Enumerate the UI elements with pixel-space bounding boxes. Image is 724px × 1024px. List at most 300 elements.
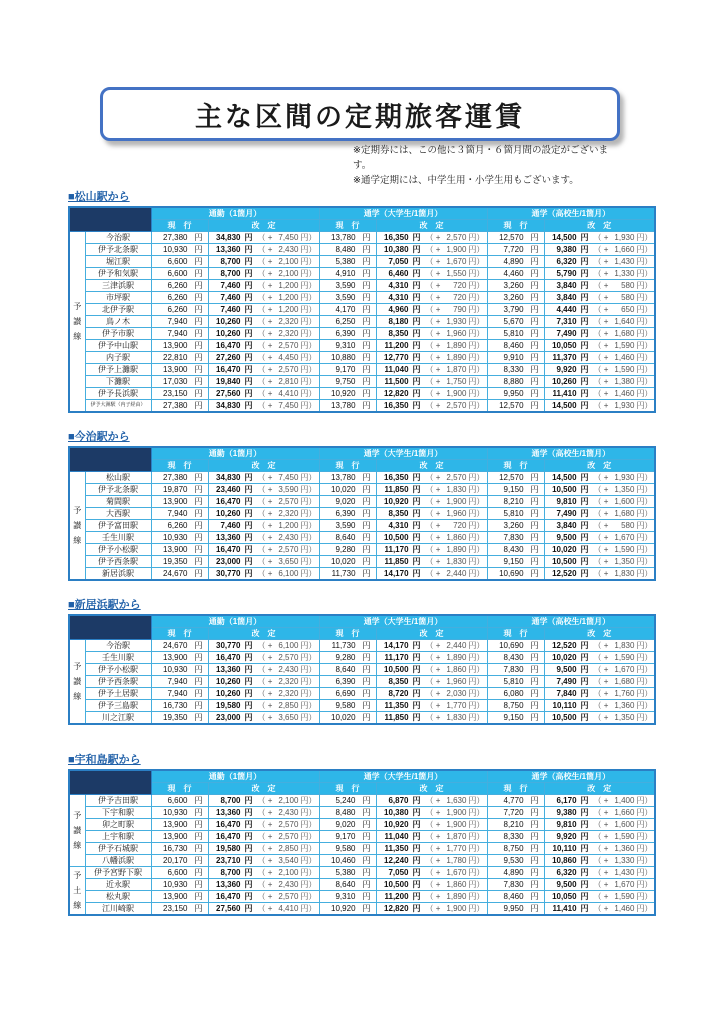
yen-label: 円: [194, 233, 203, 242]
current-fare-value: 7,720: [503, 808, 524, 817]
current-fare-cell: [487, 520, 544, 532]
increase-value: 2,320: [278, 317, 299, 326]
revised-fare-cell: [376, 256, 487, 268]
yen-label: 円: [580, 569, 589, 578]
increase-paren-open: （ +: [593, 521, 609, 530]
header-row-groups: [69, 615, 655, 628]
revised-fare-cell: [208, 652, 319, 664]
increase-paren-close: 円）: [468, 485, 485, 494]
yen-label: 円: [530, 353, 539, 362]
increase-value: 1,930: [614, 401, 635, 410]
revised-fare-value: 9,380: [556, 245, 577, 254]
yen-label: 円: [412, 329, 421, 338]
increase-value: 1,750: [446, 377, 467, 386]
line-name-label: [69, 472, 85, 581]
yen-label: 円: [530, 521, 539, 530]
increase-paren-close: 円）: [468, 233, 485, 242]
revised-fare-value: 11,850: [384, 557, 409, 566]
current-fare-cell: [319, 640, 376, 652]
revised-fare-cell: [376, 388, 487, 400]
current-fare-cell: [487, 867, 544, 879]
revised-fare-value: 16,470: [216, 820, 241, 829]
revised-fare-value: 27,560: [216, 904, 241, 913]
table-row: [69, 376, 655, 388]
fare-type-header: 通学（大学生/1箇月）: [319, 207, 487, 220]
yen-label: 円: [362, 389, 371, 398]
yen-label: 円: [362, 521, 371, 530]
increase-paren-open: （ +: [425, 701, 441, 710]
revised-fare-cell: [376, 244, 487, 256]
yen-label: 円: [412, 713, 421, 722]
fare-type-header: 通学（高校生/1箇月）: [487, 615, 655, 628]
yen-label: 円: [362, 569, 371, 578]
yen-label: 円: [194, 281, 203, 290]
increase-paren-open: （ +: [257, 245, 273, 254]
revised-fare-cell: [208, 664, 319, 676]
yen-label: 円: [362, 293, 371, 302]
current-fare-value: 10,930: [163, 245, 188, 254]
increase-value: 1,590: [614, 365, 635, 374]
revised-fare-cell: [544, 688, 655, 700]
fare-type-header: 通学（大学生/1箇月）: [319, 615, 487, 628]
increase-paren-open: （ +: [425, 820, 441, 829]
table-row: [69, 388, 655, 400]
yen-label: 円: [530, 713, 539, 722]
yen-label: 円: [530, 557, 539, 566]
increase-value: 1,760: [614, 689, 635, 698]
increase-paren-open: （ +: [425, 533, 441, 542]
revised-fare-cell: [208, 688, 319, 700]
increase-value: 1,330: [614, 856, 635, 865]
header-row-sub: [69, 220, 655, 232]
revised-fare-cell: [208, 676, 319, 688]
current-fare-value: 10,930: [163, 880, 188, 889]
increase-value: 3,590: [278, 485, 299, 494]
current-fare-cell: [151, 304, 208, 316]
increase-paren-open: （ +: [425, 317, 441, 326]
yen-label: 円: [580, 796, 589, 805]
revised-fare-cell: [376, 819, 487, 831]
current-fare-cell: [151, 376, 208, 388]
station-cell: 伊予西条駅: [85, 556, 151, 568]
increase-paren-close: 円）: [636, 269, 653, 278]
revised-fare-cell: [376, 712, 487, 725]
yen-label: 円: [412, 377, 421, 386]
yen-label: 円: [580, 844, 589, 853]
yen-label: 円: [412, 892, 421, 901]
current-fare-value: 9,310: [335, 341, 356, 350]
increase-paren-close: 円）: [300, 365, 317, 374]
yen-label: 円: [362, 245, 371, 254]
current-fare-value: 24,670: [163, 569, 188, 578]
subcolumn-current-header: 現 行: [487, 460, 544, 472]
station-cell: 菊間駅: [85, 496, 151, 508]
revised-fare-value: 8,350: [388, 329, 409, 338]
subcolumn-current-header: 現 行: [319, 460, 376, 472]
revised-fare-value: 27,560: [216, 389, 241, 398]
current-fare-value: 12,570: [499, 401, 524, 410]
revised-fare-cell: [376, 652, 487, 664]
increase-paren-open: （ +: [593, 641, 609, 650]
current-fare-value: 20,170: [163, 856, 188, 865]
yen-label: 円: [580, 389, 589, 398]
revised-fare-value: 12,520: [552, 569, 577, 578]
increase-paren-open: （ +: [257, 257, 273, 266]
current-fare-value: 4,890: [503, 257, 524, 266]
yen-label: 円: [580, 233, 589, 242]
yen-label: 円: [530, 341, 539, 350]
fare-type-header: 通学（大学生/1箇月）: [319, 447, 487, 460]
increase-paren-close: 円）: [468, 329, 485, 338]
increase-paren-open: （ +: [425, 353, 441, 362]
increase-paren-close: 円）: [468, 365, 485, 374]
station-cell: 川之江駅: [85, 712, 151, 725]
increase-paren-close: 円）: [300, 796, 317, 805]
yen-label: 円: [362, 880, 371, 889]
revised-fare-cell: [208, 843, 319, 855]
yen-label: 円: [244, 880, 253, 889]
yen-label: 円: [194, 653, 203, 662]
revised-fare-cell: [208, 244, 319, 256]
table-row: [69, 688, 655, 700]
current-fare-cell: [487, 328, 544, 340]
current-fare-value: 3,590: [335, 521, 356, 530]
yen-label: 円: [194, 892, 203, 901]
increase-paren-close: 円）: [636, 569, 653, 578]
revised-fare-value: 14,170: [384, 641, 409, 650]
increase-paren-close: 円）: [636, 856, 653, 865]
revised-fare-value: 8,700: [220, 269, 241, 278]
yen-label: 円: [580, 497, 589, 506]
current-fare-cell: [151, 712, 208, 725]
yen-label: 円: [580, 641, 589, 650]
section-heading: ■宇和島駅から: [68, 754, 141, 766]
increase-value: 1,900: [446, 245, 467, 254]
current-fare-value: 10,930: [163, 533, 188, 542]
yen-label: 円: [580, 856, 589, 865]
table-row: [69, 292, 655, 304]
increase-paren-close: 円）: [468, 377, 485, 386]
increase-paren-close: 円）: [468, 868, 485, 877]
revised-fare-value: 11,500: [384, 377, 409, 386]
current-fare-value: 8,330: [503, 365, 524, 374]
current-fare-cell: [487, 795, 544, 807]
increase-paren-close: 円）: [468, 341, 485, 350]
current-fare-value: 3,260: [503, 281, 524, 290]
revised-fare-cell: [376, 795, 487, 807]
station-cell: 今治駅: [85, 640, 151, 652]
revised-fare-cell: [208, 472, 319, 484]
current-fare-cell: [487, 256, 544, 268]
increase-paren-close: 円）: [300, 353, 317, 362]
corner-cell: [69, 207, 151, 232]
revised-fare-value: 30,770: [216, 569, 241, 578]
current-fare-value: 6,390: [335, 677, 356, 686]
revised-fare-cell: [544, 232, 655, 244]
increase-value: 1,830: [446, 713, 467, 722]
increase-paren-close: 円）: [636, 677, 653, 686]
yen-label: 円: [362, 377, 371, 386]
yen-label: 円: [412, 509, 421, 518]
subcolumn-revised-header: 改 定: [376, 783, 487, 795]
revised-fare-value: 14,170: [384, 569, 409, 578]
current-fare-value: 6,390: [335, 509, 356, 518]
current-fare-value: 6,080: [503, 689, 524, 698]
yen-label: 円: [530, 820, 539, 829]
revised-fare-value: 6,460: [388, 269, 409, 278]
section-heading: ■松山駅から: [68, 191, 130, 203]
increase-value: 1,860: [446, 533, 467, 542]
subcolumn-current-header: 現 行: [151, 783, 208, 795]
revised-fare-value: 14,500: [552, 233, 577, 242]
yen-label: 円: [362, 713, 371, 722]
increase-paren-open: （ +: [425, 485, 441, 494]
yen-label: 円: [580, 281, 589, 290]
increase-paren-close: 円）: [468, 533, 485, 542]
increase-paren-close: 円）: [468, 557, 485, 566]
current-fare-value: 9,530: [503, 856, 524, 865]
station-cell: 伊予北条駅: [85, 484, 151, 496]
revised-fare-cell: [544, 280, 655, 292]
notes: [353, 143, 615, 189]
yen-label: 円: [244, 665, 253, 674]
revised-fare-value: 13,360: [216, 533, 241, 542]
revised-fare-cell: [208, 340, 319, 352]
increase-paren-close: 円）: [468, 521, 485, 530]
line-name-char: 予: [73, 505, 82, 515]
increase-paren-open: （ +: [593, 533, 609, 542]
yen-label: 円: [580, 305, 589, 314]
yen-label: 円: [412, 545, 421, 554]
yen-label: 円: [362, 641, 371, 650]
increase-paren-close: 円）: [636, 641, 653, 650]
current-fare-cell: [487, 484, 544, 496]
increase-paren-close: 円）: [300, 677, 317, 686]
revised-fare-value: 11,040: [384, 365, 409, 374]
revised-fare-cell: [376, 676, 487, 688]
header-row-sub: [69, 783, 655, 795]
increase-value: 2,030: [446, 689, 467, 698]
increase-paren-close: 円）: [636, 401, 653, 410]
increase-paren-open: （ +: [257, 317, 273, 326]
increase-paren-open: （ +: [425, 844, 441, 853]
yen-label: 円: [362, 832, 371, 841]
increase-value: 1,930: [614, 233, 635, 242]
current-fare-cell: [487, 292, 544, 304]
subcolumn-revised-header: 改 定: [544, 628, 655, 640]
current-fare-cell: [151, 676, 208, 688]
increase-value: 790: [453, 305, 467, 314]
increase-value: 1,830: [614, 569, 635, 578]
current-fare-cell: [319, 244, 376, 256]
revised-fare-value: 10,110: [552, 844, 577, 853]
current-fare-value: 9,280: [335, 653, 356, 662]
station-cell: 伊予中山駅: [85, 340, 151, 352]
increase-paren-open: （ +: [257, 389, 273, 398]
yen-label: 円: [530, 365, 539, 374]
subcolumn-revised-header: 改 定: [544, 220, 655, 232]
current-fare-cell: [151, 328, 208, 340]
current-fare-cell: [151, 652, 208, 664]
yen-label: 円: [530, 473, 539, 482]
current-fare-cell: [319, 304, 376, 316]
revised-fare-value: 10,380: [384, 808, 409, 817]
increase-paren-close: 円）: [636, 389, 653, 398]
yen-label: 円: [580, 245, 589, 254]
subcolumn-current-header: 現 行: [319, 220, 376, 232]
increase-value: 2,570: [278, 820, 299, 829]
current-fare-cell: [487, 556, 544, 568]
revised-fare-cell: [376, 843, 487, 855]
station-cell: 壬生川駅: [85, 652, 151, 664]
yen-label: 円: [530, 257, 539, 266]
yen-label: 円: [412, 521, 421, 530]
current-fare-value: 6,690: [335, 689, 356, 698]
increase-paren-close: 円）: [636, 485, 653, 494]
yen-label: 円: [194, 497, 203, 506]
station-cell: 大西駅: [85, 508, 151, 520]
increase-paren-open: （ +: [257, 641, 273, 650]
revised-fare-cell: [208, 508, 319, 520]
increase-paren-open: （ +: [593, 904, 609, 913]
yen-label: 円: [530, 689, 539, 698]
current-fare-value: 7,830: [503, 880, 524, 889]
revised-fare-value: 8,180: [388, 317, 409, 326]
revised-fare-cell: [376, 268, 487, 280]
increase-paren-close: 円）: [300, 401, 317, 410]
revised-fare-cell: [544, 340, 655, 352]
current-fare-value: 19,350: [163, 557, 188, 566]
yen-label: 円: [194, 245, 203, 254]
subcolumn-revised-header: 改 定: [376, 220, 487, 232]
station-cell: 壬生川駅: [85, 532, 151, 544]
current-fare-cell: [319, 879, 376, 891]
increase-paren-open: （ +: [593, 880, 609, 889]
revised-fare-cell: [544, 568, 655, 581]
current-fare-cell: [151, 388, 208, 400]
yen-label: 円: [194, 329, 203, 338]
revised-fare-cell: [544, 807, 655, 819]
revised-fare-value: 16,470: [216, 653, 241, 662]
yen-label: 円: [412, 281, 421, 290]
subcolumn-revised-header: 改 定: [208, 783, 319, 795]
revised-fare-value: 7,310: [556, 317, 577, 326]
increase-paren-close: 円）: [636, 713, 653, 722]
revised-fare-cell: [544, 891, 655, 903]
increase-paren-open: （ +: [593, 665, 609, 674]
increase-paren-close: 円）: [300, 521, 317, 530]
yen-label: 円: [412, 641, 421, 650]
current-fare-value: 6,600: [167, 868, 188, 877]
yen-label: 円: [194, 305, 203, 314]
increase-paren-close: 円）: [636, 904, 653, 913]
increase-paren-close: 円）: [300, 641, 317, 650]
increase-paren-open: （ +: [425, 365, 441, 374]
increase-value: 1,900: [446, 808, 467, 817]
increase-paren-close: 円）: [468, 293, 485, 302]
current-fare-cell: [319, 831, 376, 843]
table-row: [69, 472, 655, 484]
yen-label: 円: [362, 269, 371, 278]
section-heading: ■新居浜駅から: [68, 599, 141, 611]
increase-paren-close: 円）: [636, 868, 653, 877]
yen-label: 円: [412, 653, 421, 662]
current-fare-cell: [151, 831, 208, 843]
increase-paren-open: （ +: [257, 569, 273, 578]
section-heading-wrap: [68, 188, 658, 206]
current-fare-value: 12,570: [499, 473, 524, 482]
revised-fare-cell: [544, 304, 655, 316]
current-fare-cell: [487, 891, 544, 903]
yen-label: 円: [194, 856, 203, 865]
yen-label: 円: [530, 868, 539, 877]
increase-value: 1,460: [614, 389, 635, 398]
current-fare-value: 4,890: [503, 868, 524, 877]
table-row: [69, 700, 655, 712]
increase-paren-open: （ +: [593, 713, 609, 722]
fare-table: [68, 206, 656, 413]
current-fare-cell: [319, 328, 376, 340]
increase-value: 2,570: [278, 892, 299, 901]
revised-fare-value: 10,500: [552, 713, 577, 722]
current-fare-value: 7,940: [167, 317, 188, 326]
revised-fare-value: 23,710: [216, 856, 241, 865]
current-fare-cell: [487, 400, 544, 413]
increase-paren-open: （ +: [425, 245, 441, 254]
current-fare-value: 23,150: [163, 904, 188, 913]
current-fare-value: 17,030: [163, 377, 188, 386]
revised-fare-value: 7,490: [556, 677, 577, 686]
current-fare-cell: [319, 388, 376, 400]
current-fare-value: 9,280: [335, 545, 356, 554]
increase-paren-close: 円）: [468, 665, 485, 674]
increase-value: 1,860: [446, 880, 467, 889]
increase-paren-close: 円）: [300, 892, 317, 901]
revised-fare-value: 12,240: [384, 856, 409, 865]
current-fare-value: 3,790: [503, 305, 524, 314]
current-fare-value: 10,880: [331, 353, 356, 362]
station-cell: 伊予土居駅: [85, 688, 151, 700]
station-cell: 伊予三島駅: [85, 700, 151, 712]
increase-paren-open: （ +: [257, 892, 273, 901]
fare-section: [68, 188, 658, 413]
increase-value: 1,900: [446, 389, 467, 398]
revised-fare-value: 10,020: [552, 545, 577, 554]
yen-label: 円: [412, 401, 421, 410]
increase-paren-close: 円）: [468, 844, 485, 853]
current-fare-value: 13,780: [331, 233, 356, 242]
yen-label: 円: [362, 868, 371, 877]
revised-fare-value: 7,460: [220, 281, 241, 290]
line-name-char: 讃: [73, 520, 82, 530]
table-row: [69, 544, 655, 556]
increase-value: 1,680: [614, 509, 635, 518]
increase-paren-open: （ +: [593, 293, 609, 302]
increase-value: 1,430: [614, 868, 635, 877]
revised-fare-value: 4,440: [556, 305, 577, 314]
yen-label: 円: [194, 521, 203, 530]
current-fare-value: 10,460: [331, 856, 356, 865]
increase-value: 7,450: [278, 473, 299, 482]
increase-paren-close: 円）: [636, 233, 653, 242]
fare-type-header: 通学（高校生/1箇月）: [487, 770, 655, 783]
increase-paren-open: （ +: [593, 545, 609, 554]
revised-fare-cell: [376, 855, 487, 867]
current-fare-value: 10,020: [331, 485, 356, 494]
increase-value: 1,200: [278, 305, 299, 314]
station-cell: 下灘駅: [85, 376, 151, 388]
increase-paren-open: （ +: [257, 713, 273, 722]
